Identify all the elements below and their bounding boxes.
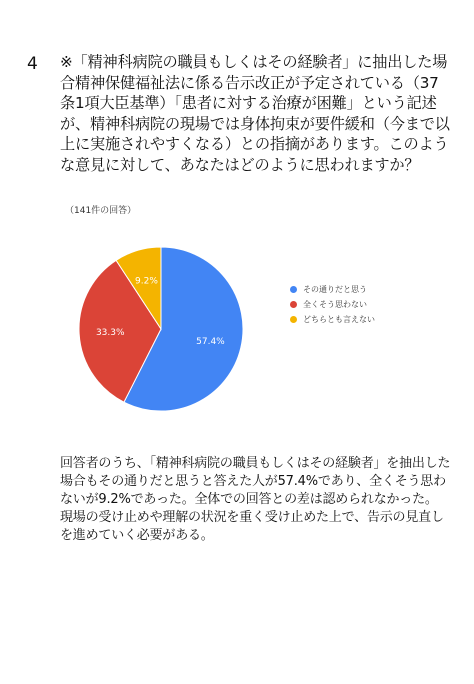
summary-text xyxy=(60,455,452,545)
chart-legend xyxy=(290,282,375,327)
question-text: ※「精神科病院の職員もしくはその経験者」に抽出した場合精神保健福祉法に係る告示改正が予定されている（37条1項大臣基準）「患者に対する治療が困難」という記述が、精神科病院の現場では身体拘束が要件緩和（今まで以上に実施されやすくなる）との指摘があります。このような意見に対して、あなたはどのように思われますか？ xyxy=(60,53,450,174)
pie-data-label: 9.2% xyxy=(135,276,158,287)
summary-paragraph-1: 回答者のうち、「精神科病院の職員もしくはその経験者」を抽出した場合もその通りだと思うと答えた人が57.4%であり、全くそう思わないが9.2%であった。全体での回答との差は認められなかった。 xyxy=(60,456,451,507)
legend-label-disagree: 全くそう思わない xyxy=(303,300,367,309)
legend-swatch-neutral xyxy=(290,316,297,323)
legend-label-neutral: どちらとも言えない xyxy=(303,315,375,324)
pie-data-label: 57.4% xyxy=(196,336,225,347)
legend-swatch-agree xyxy=(290,286,297,293)
legend-label-agree: その通りだと思う xyxy=(303,285,367,294)
legend-swatch-disagree xyxy=(290,301,297,308)
legend-item-neutral xyxy=(290,312,375,327)
question-number: 4 xyxy=(27,54,38,74)
summary-paragraph-2: 現場の受け止めや理解の状況を重く受け止めた上で、告示の見直しを進めていく必要がある。 xyxy=(60,510,444,543)
legend-item-agree xyxy=(290,282,375,297)
response-count: （141件の回答） xyxy=(65,206,137,216)
pie-data-label: 33.3% xyxy=(95,327,125,338)
legend-item-disagree xyxy=(290,297,375,312)
